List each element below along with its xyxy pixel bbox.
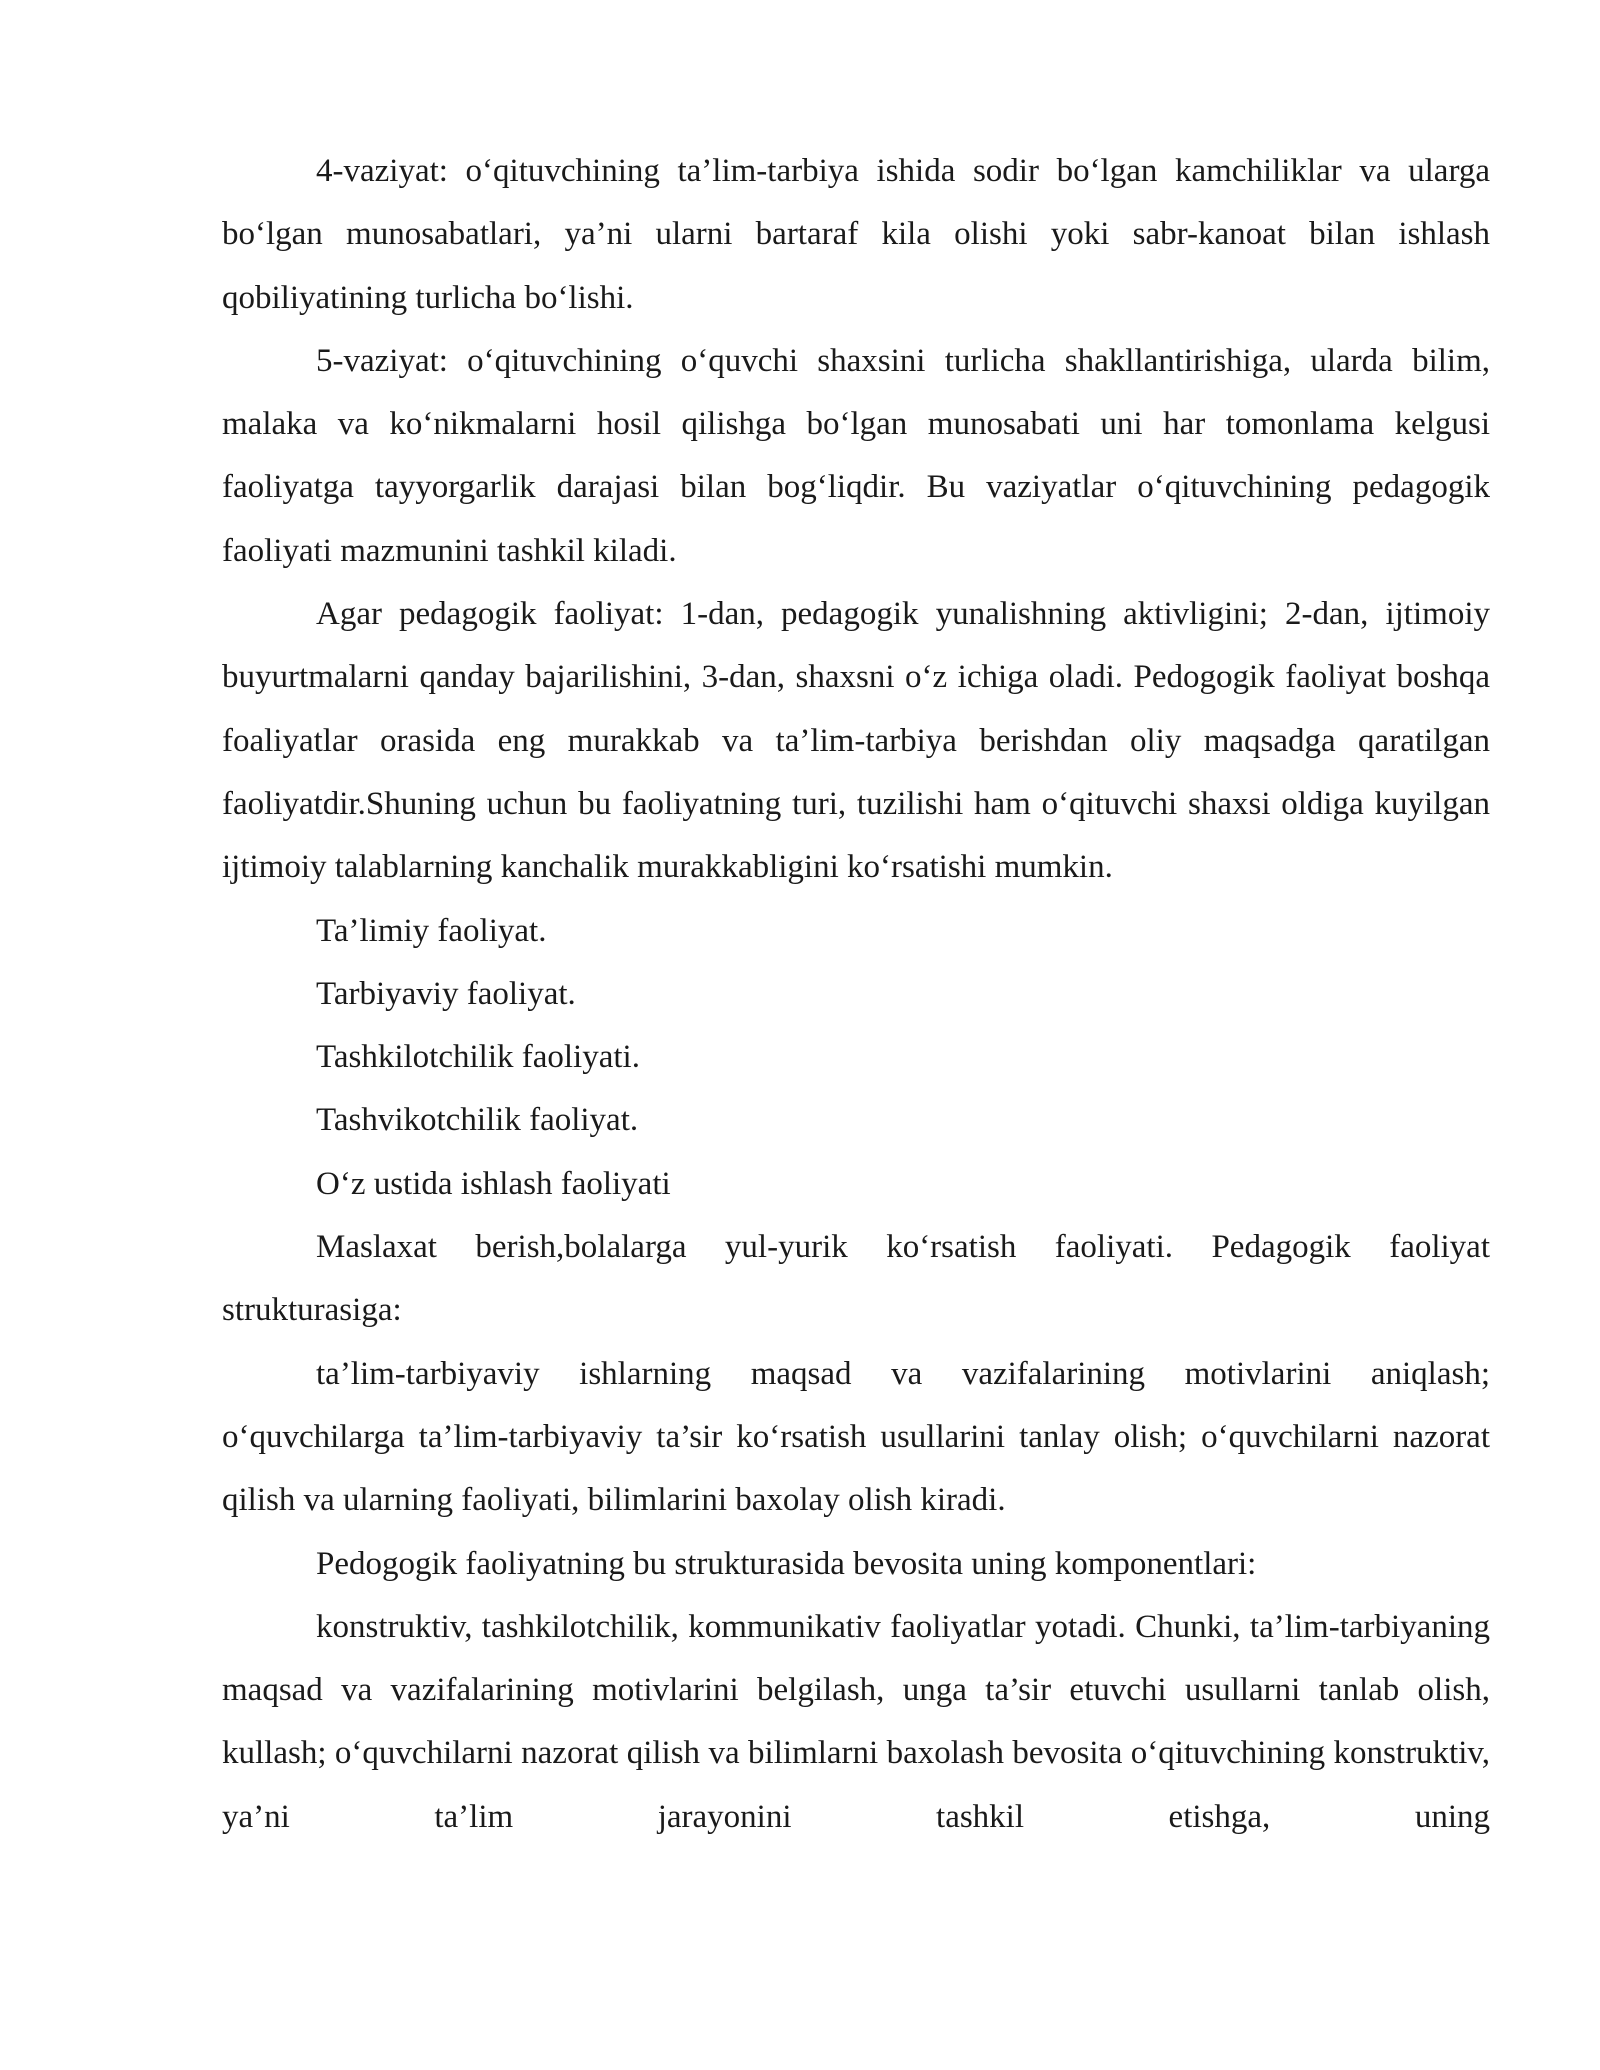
- list-item-tashvikotchilik: Tashvikotchilik faoliyat.: [316, 1102, 639, 1139]
- paragraph-pedagogik-faoliyat: Agar pedagogik faoliyat: 1-dan, pedagogik yunalishning aktivligini; 2-dan, ijtimoiy buyurtmalarni qanday bajarilishini, 3-dan, shaxsni o‘z ichiga oladi. Pedogogik faoliyat boshqa foaliyatlar orasida eng murakkab va ta’lim-tarbiya berishdan oliy maqsadga qaratilgan faoliyatdir.Shuning uchun bu faoliyatning turi, tuzilishi ham o‘qituvchi shaxsi oldiga kuyilgan ijtimoiy talablarning kanchalik murakkabligini ko‘rsatishi mumkin.: [222, 596, 1490, 886]
- paragraph-vaziyat-5: 5-vaziyat: o‘qituvchining o‘quvchi shaxsini turlicha shakllantirishiga, ularda bilim, malaka va ko‘nikmalarni hosil qilishga bo‘lgan munosabati uni har tomonlama kelgusi faoliyatga tayyorgarlik darajasi bilan bog‘liqdir. Bu vaziyatlar o‘qituvchining pedagogik faoliyati mazmunini tashkil kiladi.: [222, 342, 1490, 569]
- paragraph-komponentlari: Pedogogik faoliyatning bu strukturasida bevosita uning komponentlari:: [316, 1545, 1257, 1582]
- list-item-tashkilotchilik: Tashkilotchilik faoliyati.: [316, 1039, 640, 1076]
- list-item-talimiy: Ta’limiy faoliyat.: [316, 912, 547, 949]
- list-item-oz-ustida: O‘z ustida ishlash faoliyati: [316, 1165, 671, 1202]
- list-item-tarbiyaviy: Tarbiyaviy faoliyat.: [316, 975, 576, 1012]
- paragraph-vaziyat-4: 4-vaziyat: o‘qituvchining ta’lim-tarbiya ishida sodir bo‘lgan kamchiliklar va ularga bo‘lgan munosabatlari, ya’ni ularni bartaraf kila olishi yoki sabr-kanoat bilan ishlash qobiliyatining turlicha bo‘lishi.: [222, 153, 1490, 316]
- paragraph-konstruktiv: konstruktiv, tashkilotchilik, kommunikativ faoliyatlar yotadi. Chunki, ta’lim-tarbiyaning maqsad va vazifalarining motivlarini belgilash, unga ta’sir etuvchi usullarni tanlab olish, kullash; o‘quvchilarni nazorat qilish va bilimlarni baxolash bevosita o‘qituvchining konstruktiv, ya’ni ta’lim jarayonini tashkil etishga, uning: [222, 1608, 1490, 1835]
- paragraph-maslaxat: Maslaxat berish,bolalarga yul-yurik ko‘rsatish faoliyati. Pedagogik faoliyat strukturasiga:: [222, 1229, 1490, 1329]
- document-body: [222, 140, 1490, 1849]
- paragraph-struktura: ta’lim-tarbiyaviy ishlarning maqsad va vazifalarining motivlarini aniqlash; o‘quvchilarga ta’lim-tarbiyaviy ta’sir ko‘rsatish usullarini tanlay olish; o‘quvchilarni nazorat qilish va ularning faoliyati, bilimlarini baxolay olish kiradi.: [222, 1355, 1490, 1519]
